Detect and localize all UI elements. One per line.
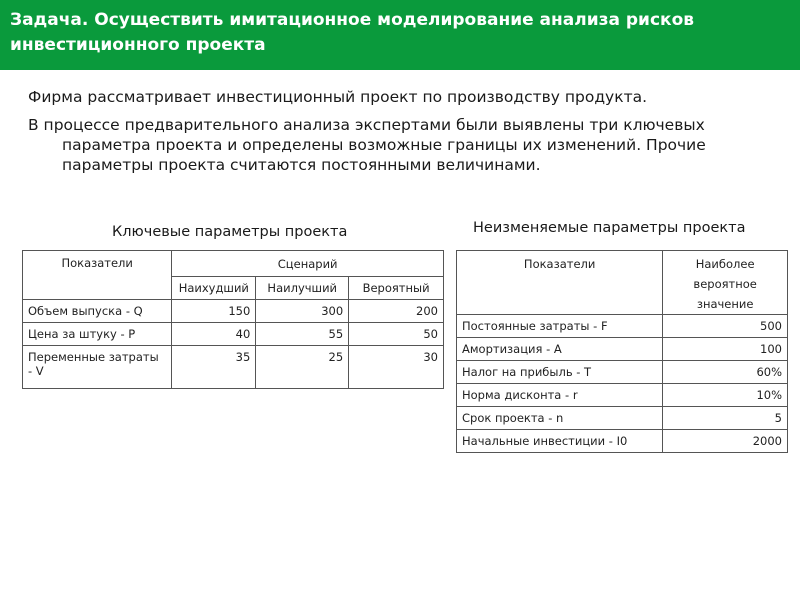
table-row bbox=[457, 361, 788, 384]
row-name: Налог на прибыль - T bbox=[457, 361, 663, 384]
indicator-header: Показатели bbox=[23, 251, 172, 300]
key-params-table bbox=[22, 250, 444, 389]
row-name: Цена за штуку - P bbox=[23, 323, 172, 346]
row-name: Амортизация - A bbox=[457, 338, 663, 361]
cell-value: 40 bbox=[172, 323, 256, 346]
table-row bbox=[23, 346, 444, 389]
table-row bbox=[457, 338, 788, 361]
fixed-params-table bbox=[456, 250, 788, 453]
indicator-header: Показатели bbox=[457, 251, 663, 315]
scenario-worst-header: Наихудший bbox=[172, 277, 256, 300]
cell-value: 10% bbox=[663, 384, 788, 407]
cell-value: 100 bbox=[663, 338, 788, 361]
table-header-row bbox=[457, 251, 788, 315]
row-name: Постоянные затраты - F bbox=[457, 315, 663, 338]
table-row bbox=[457, 384, 788, 407]
cell-value: 300 bbox=[256, 300, 349, 323]
table-row bbox=[457, 315, 788, 338]
cell-value: 500 bbox=[663, 315, 788, 338]
slide-title-bar bbox=[0, 0, 800, 70]
cell-value: 25 bbox=[256, 346, 349, 389]
cell-value: 150 bbox=[172, 300, 256, 323]
slide-title-line-2: инвестиционного проекта bbox=[10, 35, 266, 55]
row-name: Переменные затраты - V bbox=[23, 346, 172, 389]
scenario-likely-header: Вероятный bbox=[349, 277, 444, 300]
cell-value: 50 bbox=[349, 323, 444, 346]
cell-value: 200 bbox=[349, 300, 444, 323]
row-name: Объем выпуска - Q bbox=[23, 300, 172, 323]
scenario-best-header: Наилучший bbox=[256, 277, 349, 300]
table-row bbox=[23, 300, 444, 323]
likely-value-header: Наиболее вероятное значение bbox=[663, 251, 788, 315]
table-header-row bbox=[23, 251, 444, 277]
row-name: Начальные инвестиции - I0 bbox=[457, 430, 663, 453]
scenario-header: Сценарий bbox=[172, 251, 444, 277]
cell-value: 5 bbox=[663, 407, 788, 430]
slide-title-line-1: Задача. Осуществить имитационное моделирование анализа рисков bbox=[10, 10, 695, 30]
cell-value: 30 bbox=[349, 346, 444, 389]
intro-paragraph: Фирма рассматривает инвестиционный проект по производству продукта. bbox=[28, 88, 648, 106]
table-row bbox=[457, 407, 788, 430]
row-name: Норма дисконта - r bbox=[457, 384, 663, 407]
fixed-params-caption: Неизменяемые параметры проекта bbox=[473, 220, 746, 236]
key-params-caption: Ключевые параметры проекта bbox=[112, 224, 348, 240]
table-row bbox=[457, 430, 788, 453]
cell-value: 2000 bbox=[663, 430, 788, 453]
analysis-paragraph: В процессе предварительного анализа экспертами были выявлены три ключевых параметра проекта и определены возможные границы их изменений. Прочие параметры проекта считаются постоянными величинами. bbox=[28, 116, 706, 174]
row-name: Срок проекта - n bbox=[457, 407, 663, 430]
cell-value: 35 bbox=[172, 346, 256, 389]
cell-value: 60% bbox=[663, 361, 788, 384]
table-row bbox=[23, 323, 444, 346]
cell-value: 55 bbox=[256, 323, 349, 346]
